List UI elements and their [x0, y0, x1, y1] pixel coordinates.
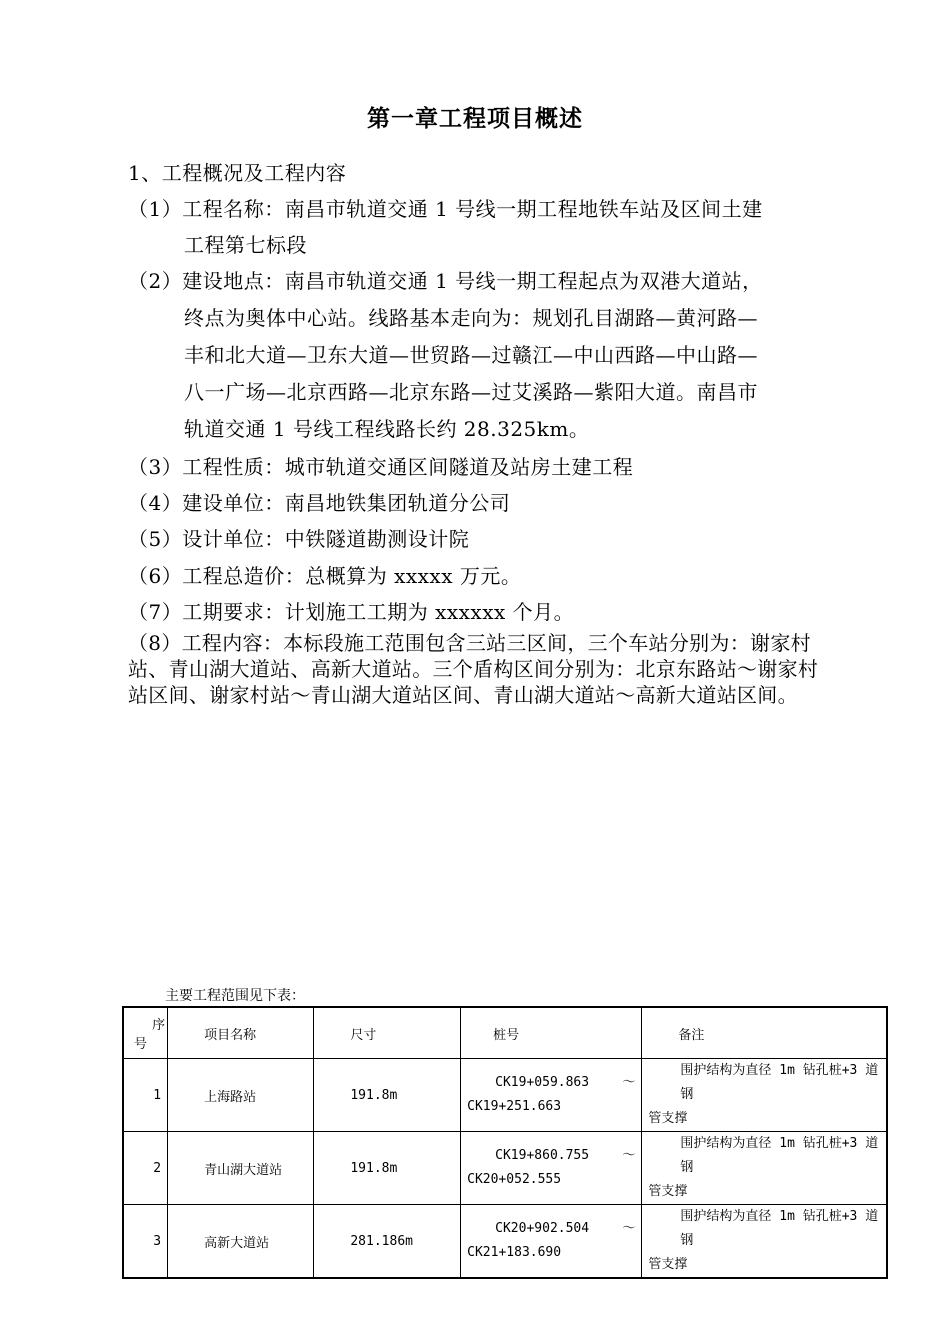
- header-note: 备注: [642, 1007, 887, 1059]
- row-note: [642, 1132, 887, 1205]
- item-4: （4）建设单位：南昌地铁集团轨道分公司: [128, 491, 511, 515]
- row-no: 3: [123, 1205, 168, 1279]
- note-line-1: 围护结构为直径 1m 钻孔桩+3 道钢: [680, 1136, 879, 1175]
- item-2-line-1: （2）建设地点：南昌市轨道交通 1 号线一期工程起点为双港大道站，: [128, 269, 763, 293]
- pile-start: CK19+059.863: [495, 1075, 590, 1090]
- pile-end: CK20+052.555: [467, 1172, 562, 1187]
- page-title: 第一章工程项目概述: [367, 105, 583, 132]
- pile-end: CK21+183.690: [467, 1245, 562, 1260]
- header-no: [123, 1007, 168, 1059]
- row-no: 2: [123, 1132, 168, 1205]
- row-name: 青山湖大道站: [168, 1132, 314, 1205]
- note-line-2: 管支撑: [648, 1257, 688, 1272]
- pile-tilde: ～: [622, 1221, 636, 1236]
- row-name: 上海路站: [168, 1059, 314, 1132]
- row-no: 1: [123, 1059, 168, 1132]
- table-header-row: [123, 1007, 887, 1059]
- row-note: [642, 1059, 887, 1132]
- header-size: 尺寸: [314, 1007, 461, 1059]
- row-size: 191.8m: [314, 1132, 461, 1205]
- table-row: [123, 1205, 887, 1279]
- note-line-1: 围护结构为直径 1m 钻孔桩+3 道钢: [680, 1063, 879, 1102]
- item-1-line-2: 工程第七标段: [184, 233, 307, 257]
- item-8-paragraph: （8）工程内容：本标段施工范围包含三站三区间，三个车站分别为：谢家村站、青山湖大道站、高新大道站。三个盾构区间分别为：北京东路站～谢家村站区间、谢家村站～青山湖大道站区间、青山湖大道站～高新大道站区间。: [128, 631, 819, 707]
- header-name: 项目名称: [168, 1007, 314, 1059]
- note-line-1: 围护结构为直径 1m 钻孔桩+3 道钢: [680, 1209, 879, 1248]
- row-name: 高新大道站: [168, 1205, 314, 1279]
- section-heading: 1、工程概况及工程内容: [128, 161, 347, 185]
- pile-tilde: ～: [622, 1075, 636, 1090]
- table-row: [123, 1132, 887, 1205]
- pile-start: CK19+860.755: [495, 1148, 590, 1163]
- table-caption: 主要工程范围见下表：: [165, 988, 305, 1004]
- scope-table: [122, 1006, 888, 1279]
- item-1-line-1: （1）工程名称：南昌市轨道交通 1 号线一期工程地铁车站及区间土建: [128, 197, 763, 221]
- header-no-bottom: 号: [134, 1037, 148, 1052]
- item-2-line-4: 八一广场—北京西路—北京东路—过艾溪路—紫阳大道。南昌市: [184, 380, 758, 404]
- row-pile: [461, 1205, 642, 1279]
- item-5: （5）设计单位：中铁隧道勘测设计院: [128, 527, 470, 551]
- row-pile: [461, 1132, 642, 1205]
- table-row: [123, 1059, 887, 1132]
- item-2-line-2: 终点为奥体中心站。线路基本走向为：规划孔目湖路—黄河路—: [184, 306, 758, 330]
- pile-start: CK20+902.504: [495, 1221, 590, 1236]
- row-size: 281.186m: [314, 1205, 461, 1279]
- item-6: （6）工程总造价：总概算为 xxxxx 万元。: [128, 564, 522, 588]
- header-pile: 桩号: [461, 1007, 642, 1059]
- pile-end: CK19+251.663: [467, 1099, 562, 1114]
- note-line-2: 管支撑: [648, 1184, 688, 1199]
- item-2-line-5: 轨道交通 1 号线工程线路长约 28.325km。: [184, 417, 590, 441]
- pile-tilde: ～: [622, 1148, 636, 1163]
- item-2-line-3: 丰和北大道—卫东大道—世贸路—过赣江—中山西路—中山路—: [184, 343, 758, 367]
- row-note: [642, 1205, 887, 1279]
- row-size: 191.8m: [314, 1059, 461, 1132]
- item-7: （7）工期要求：计划施工工期为 xxxxxx 个月。: [128, 600, 575, 624]
- row-pile: [461, 1059, 642, 1132]
- item-3: （3）工程性质：城市轨道交通区间隧道及站房土建工程: [128, 455, 634, 479]
- note-line-2: 管支撑: [648, 1111, 688, 1126]
- header-no-top: 序: [152, 1018, 166, 1033]
